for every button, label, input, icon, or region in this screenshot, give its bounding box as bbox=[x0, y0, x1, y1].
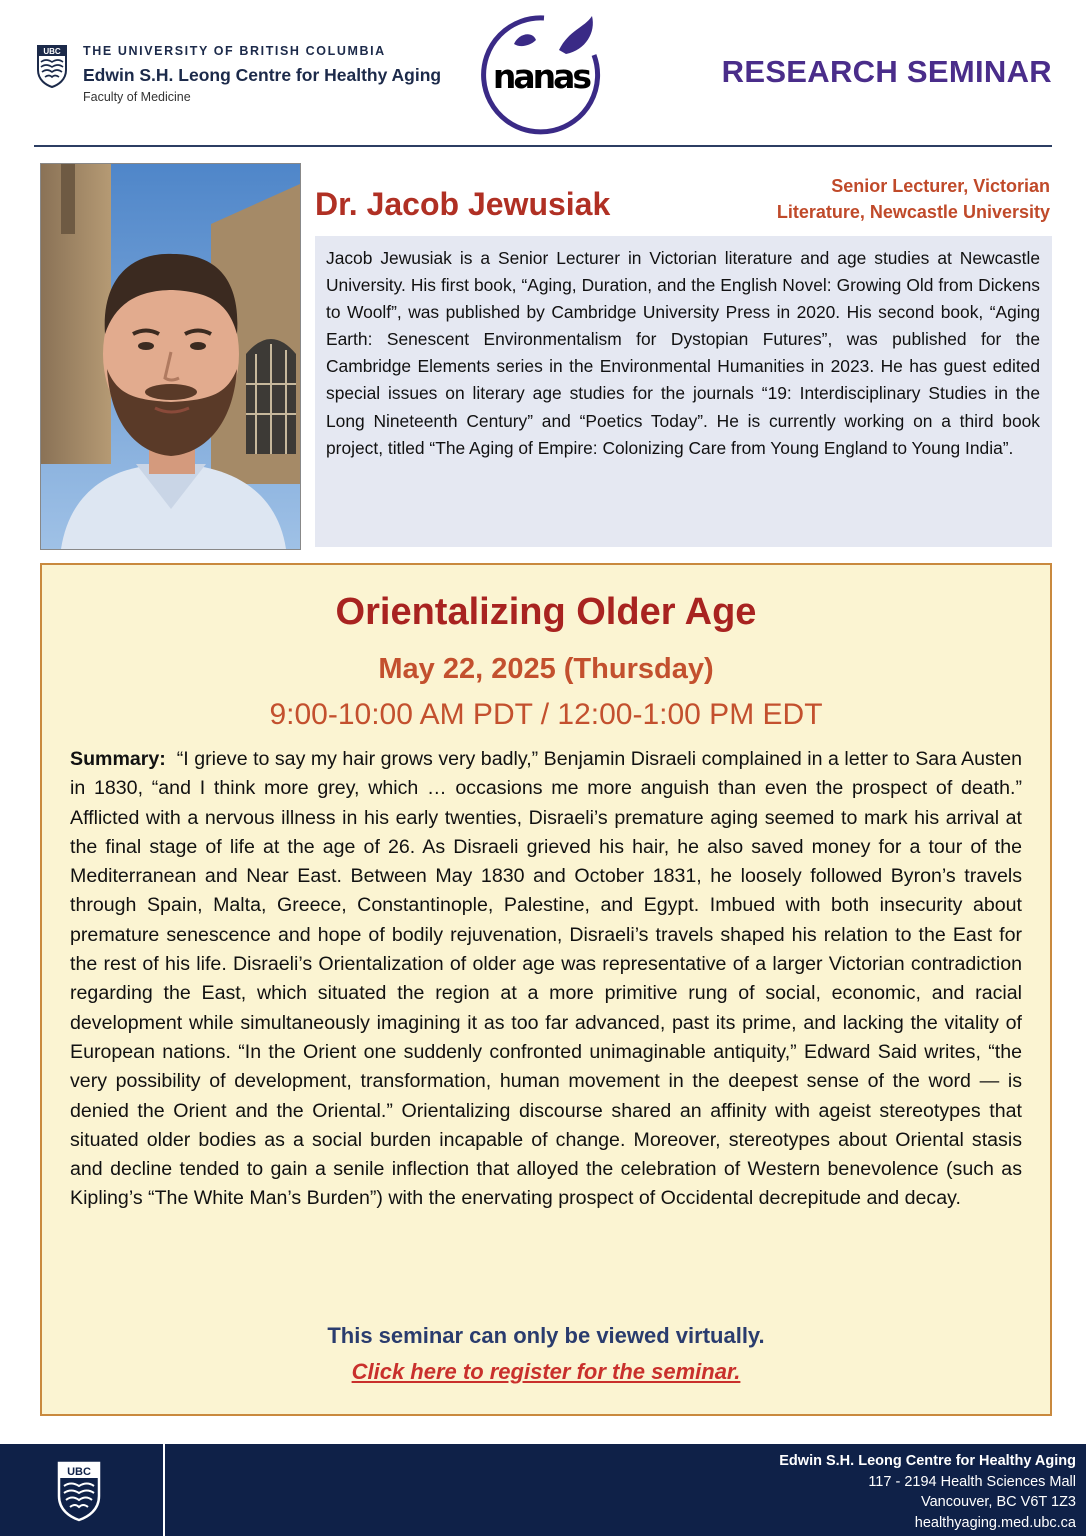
summary-text: “I grieve to say my hair grows very badly,” Benjamin Disraeli complained in a letter to Sara Austen in 1830, “and I think more grey, which … occasions me more anguish than even the prospect of death.” Afflicted with a nervous illness in his early twenties, Disraeli’s premature aging seemed to mark his arrival at the final stage of life at the age of 26. As Disraeli grieved his hair, he also saved money for a tour of the Mediterranean and Near East. Between May 1830 and October 1831, he loosely followed Byron’s travels through Spain, Malta, Greece, Constantinople, Palestine, and Egypt. Imbued with both insecurity about premature senescence and hope of bodily rejuvenation, Disraeli’s travels shaped his relation to the East for the rest of his life. Disraeli’s Orientalization of older age was representative of a larger Victorian contradiction regarding the East, which situated the region at a more primitive rung of social, economic, and racial development while simultaneously imagining it as too far advanced, past its prime, and lacking the vitality of European nations. “In the Orient one suddenly confronted unimaginable antiquity,” Edward Said writes, “the very possibility of development, transformation, human movement in the deepest sense of the word — is denied the Orient and the Oriental.” Orientalizing discourse shared an affinity with ageist stereotypes that situated older bodies as a social burden incapable of change. Moreover, stereotypes about Oriental stasis and decline tended to gain a senile inflection that alloyed the celebration of Western benevolence (such as Kipling’s “The White Man’s Burden”) with the enervating prospect of Occidental decrepitude and decay. bbox=[70, 748, 1022, 1210]
ubc-crest-text: UBC bbox=[43, 47, 61, 56]
speaker-photo bbox=[40, 163, 301, 550]
nanas-logo-icon bbox=[474, 10, 604, 135]
footer-divider bbox=[163, 1444, 165, 1536]
speaker-bio-box bbox=[315, 236, 1052, 547]
summary-label: Summary: bbox=[70, 748, 166, 770]
nanas-logo-text: nanas bbox=[492, 57, 590, 96]
speaker-name: Dr. Jacob Jewusiak bbox=[315, 186, 611, 222]
header-divider bbox=[34, 145, 1052, 147]
ubc-crest-icon bbox=[36, 44, 68, 88]
event-details-box bbox=[40, 563, 1052, 1416]
seminar-title: Orientalizing Older Age bbox=[335, 591, 757, 633]
footer-website[interactable]: healthyaging.med.ubc.ca bbox=[914, 1514, 1076, 1531]
speaker-title-line-1: Senior Lecturer, Victorian bbox=[831, 176, 1050, 196]
footer-address-line-2: Vancouver, BC V6T 1Z3 bbox=[920, 1494, 1076, 1510]
university-name: THE UNIVERSITY OF BRITISH COLUMBIA bbox=[83, 44, 386, 58]
register-link[interactable]: Click here to register for the seminar. bbox=[351, 1359, 741, 1384]
footer-org-name: Edwin S.H. Leong Centre for Healthy Aging bbox=[779, 1453, 1076, 1469]
faculty-name: Faculty of Medicine bbox=[83, 90, 191, 104]
virtual-only-note: This seminar can only be viewed virtually. bbox=[327, 1323, 765, 1348]
speaker-title-line-2: Literature, Newcastle University bbox=[776, 202, 1050, 222]
footer-address bbox=[779, 1451, 1076, 1533]
ubc-wordmark bbox=[83, 44, 441, 104]
seminar-summary bbox=[70, 745, 1022, 1214]
centre-name: Edwin S.H. Leong Centre for Healthy Aging bbox=[83, 65, 442, 85]
seminar-type-label: RESEARCH SEMINAR bbox=[721, 54, 1052, 89]
footer bbox=[0, 1444, 1086, 1536]
footer-address-line-1: 117 - 2194 Health Sciences Mall bbox=[868, 1473, 1076, 1490]
speaker-title bbox=[690, 173, 1050, 225]
footer-crest-text: UBC bbox=[67, 1466, 91, 1478]
seminar-date: May 22, 2025 (Thursday) bbox=[378, 653, 714, 685]
speaker-bio: Jacob Jewusiak is a Senior Lecturer in Victorian literature and age studies at Newcastle University. His first book, “Aging, Duration, and the English Novel: Growing Old from Dickens to Woolf”, was published by Cambridge University Press in 2020. His second book, “Aging Earth: Senescent Environmentalism for Dystopian Futures”, was published for the Cambridge Elements series in the Environmental Humanities in 2023. He has guest edited special issues on literary age studies for the journals “19: Interdisciplinary Studies in the Long Nineteenth Century” and “Poetics Today”. He is currently working on a third book project, titled “The Aging of Empire: Colonizing Care from Young England to Young India”. bbox=[326, 248, 1040, 458]
speaker-portrait-image bbox=[41, 164, 300, 549]
ubc-footer-crest-icon bbox=[56, 1460, 102, 1522]
seminar-time: 9:00-10:00 AM PDT / 12:00-1:00 PM EDT bbox=[269, 698, 823, 731]
